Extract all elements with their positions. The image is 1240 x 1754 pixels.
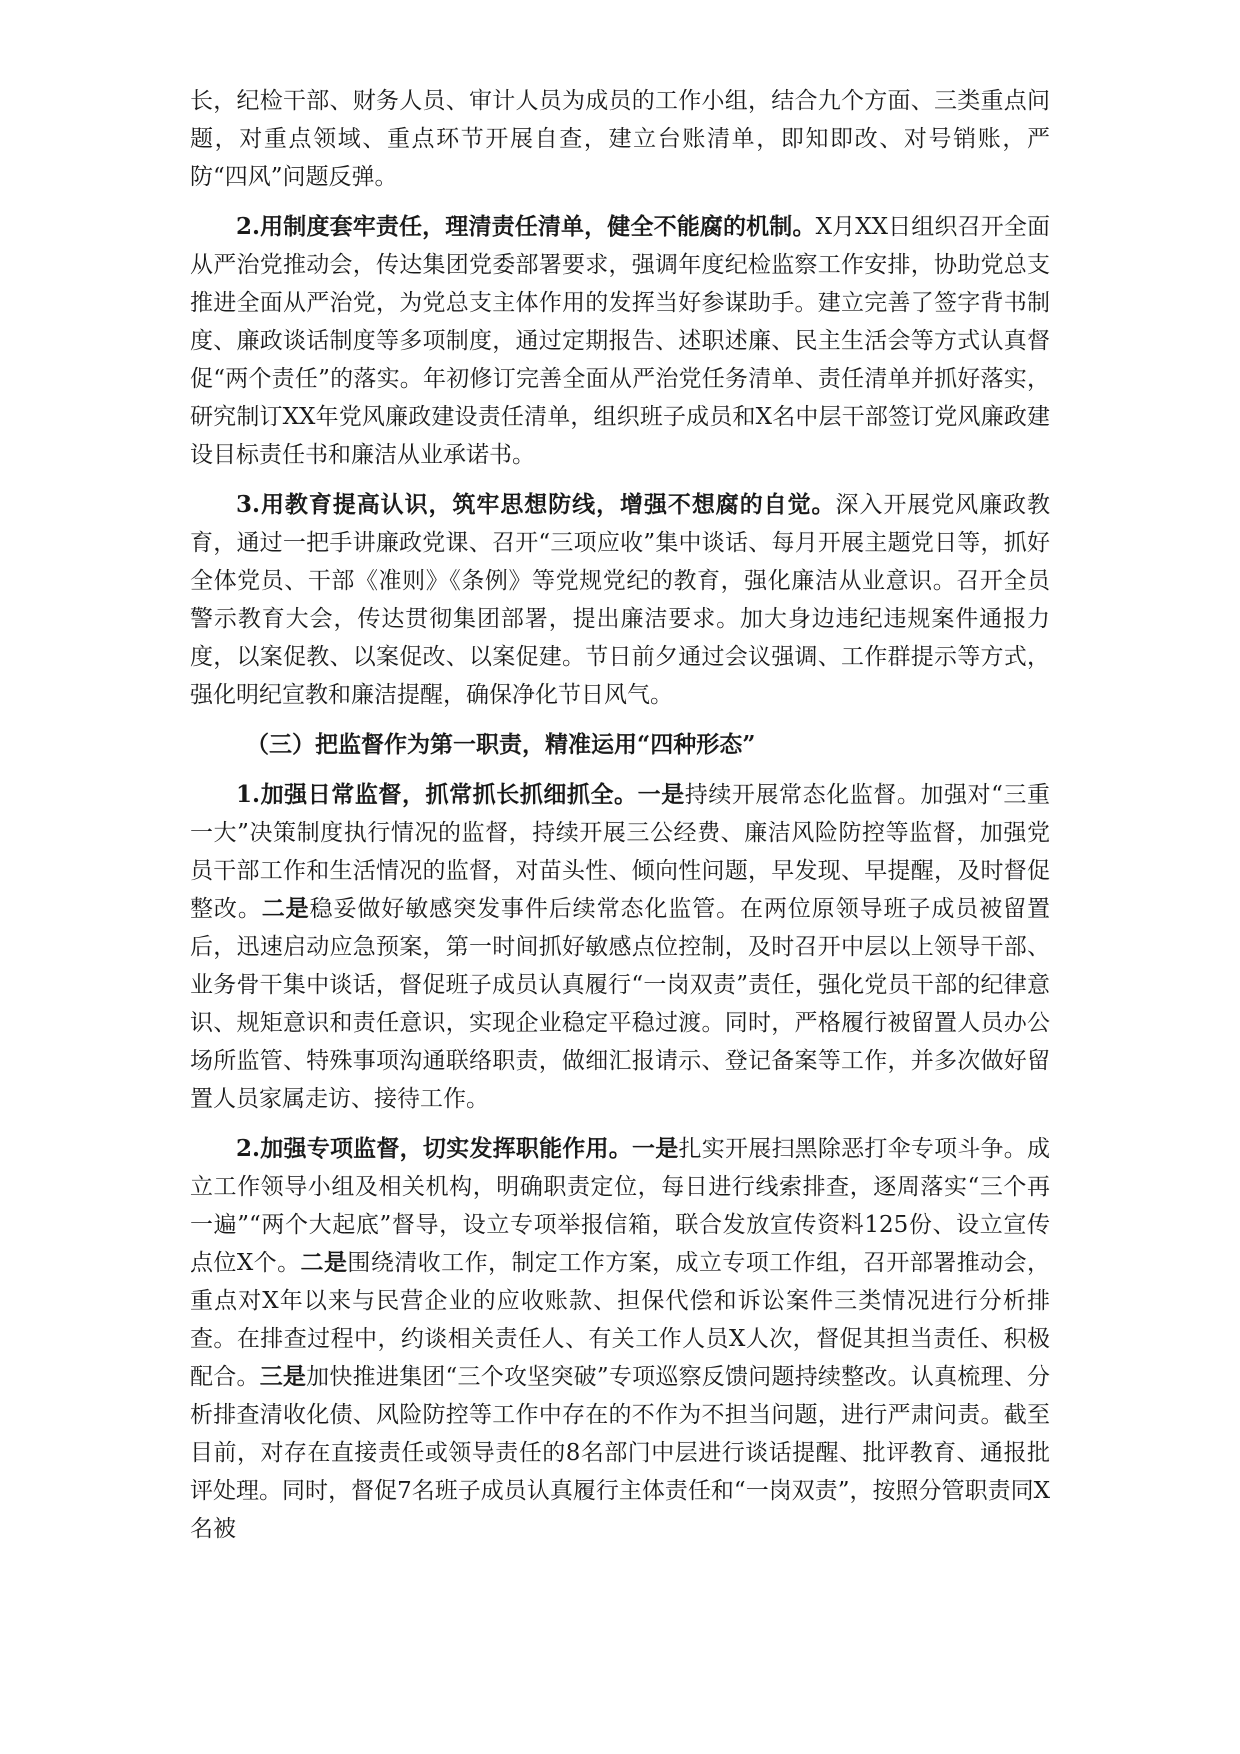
point-text: 持续开展常态化监督。加强对“三重一大”决策制度执行情况的监督，持续开展三公经费、廉洁风险防控等监督，加强党员干部工作和生活情况的监督，对苗头性、倾向性问题，早发现、早提醒，及时督促整改。 — [190, 782, 1051, 922]
paragraph-lead: 2.加强专项监督，切实发挥职能作用。 — [236, 1135, 633, 1162]
point-text: 扎实开展扫黑除恶打伞专项斗争。成立工作领导小组及相关机构，明确职责定位，每日进行线索排查，逐周落实“三个再一遍”“两个大起底”督导，设立专项举报信箱，联合发放宣传资料125份、设立宣传点位X个。 — [190, 1136, 1051, 1276]
paragraph-lead: 2.用制度套牢责任，理清责任清单，健全不能腐的机制。 — [236, 213, 816, 240]
paragraph-lead: 1.加强日常监督，抓常抓长抓细抓全。 — [236, 781, 638, 808]
point-text: 加快推进集团“三个攻坚突破”专项巡察反馈问题持续整改。认真梳理、分析排查清收化债、风险防控等工作中存在的不作为不担当问题，进行严肃问责。截至目前，对存在直接责任或领导责任的8名部门中层进行谈话提醒、批评教育、通报批评处理。同时，督促7名班子成员认真履行主体责任和“一岗双责”，按照分管职责同X名被 — [190, 1364, 1050, 1542]
paragraph-text: 长，纪检干部、财务人员、审计人员为成员的工作小组，结合九个方面、三类重点问题，对重点领域、重点环节开展自查，建立台账清单，即知即改、对号销账，严防“四风”问题反弹。 — [190, 88, 1050, 190]
document-page — [190, 82, 1050, 1560]
paragraph-work-group — [190, 82, 1050, 196]
point-lead: 二是 — [300, 1249, 348, 1276]
paragraph-text: X月XX日组织召开全面从严治党推动会，传达集团党委部署要求，强调年度纪检监察工作安排，协助党总支推进全面从严治党，为党总支主体作用的发挥当好参谋助手。建立完善了签字背书制度、廉政谈话制度等多项制度，通过定期报告、述职述廉、民主生活会等方式认真督促“两个责任”的落实。年初修订完善全面从严治党任务清单、责任清单并抓好落实，研究制订XX年党风廉政建设责任清单，组织班子成员和X名中层干部签订党风廉政建设目标责任书和廉洁从业承诺书。 — [190, 214, 1051, 468]
paragraph-system-responsibility — [190, 208, 1050, 474]
paragraph-lead: 3.用教育提高认识，筑牢思想防线，增强不想腐的自觉。 — [236, 491, 836, 518]
paragraph-special-supervision — [190, 1130, 1050, 1548]
point-lead: 一是 — [637, 781, 685, 808]
point-text: 围绕清收工作，制定工作方案，成立专项工作组，召开部署推动会，重点对X年以来与民营企业的应收账款、担保代偿和诉讼案件三类情况进行分析排查。在排查过程中，约谈相关责任人、有关工作人员X人次，督促其担当责任、积极配合。 — [190, 1250, 1051, 1390]
point-lead: 二是 — [261, 895, 310, 922]
paragraph-text: 深入开展党风廉政教育，通过一把手讲廉政党课、召开“三项应收”集中谈话、每月开展主题党日等，抓好全体党员、干部《准则》《条例》等党规党纪的教育，强化廉洁从业意识。召开全员警示教育大会，传达贯彻集团部署，提出廉洁要求。加大身边违纪违规案件通报力度，以案促教、以案促改、以案促建。节日前夕通过会议强调、工作群提示等方式，强化明纪宣教和廉洁提醒，确保净化节日风气。 — [190, 492, 1050, 708]
point-lead: 三是 — [259, 1363, 307, 1390]
paragraph-daily-supervision — [190, 776, 1050, 1118]
point-lead: 一是 — [632, 1135, 679, 1162]
paragraph-education — [190, 486, 1050, 714]
section-heading-supervision: （三）把监督作为第一职责，精准运用“四种形态” — [246, 731, 756, 758]
point-text: 稳妥做好敏感突发事件后续常态化监管。在两位原领导班子成员被留置后，迅速启动应急预案，第一时间抓好敏感点位控制，及时召开中层以上领导干部、业务骨干集中谈话，督促班子成员认真履行“一岗双责”责任，强化党员干部的纪律意识、规矩意识和责任意识，实现企业稳定平稳过渡。同时，严格履行被留置人员办公场所监管、特殊事项沟通联络职责，做细汇报请示、登记备案等工作，并多次做好留置人员家属走访、接待工作。 — [190, 896, 1051, 1112]
